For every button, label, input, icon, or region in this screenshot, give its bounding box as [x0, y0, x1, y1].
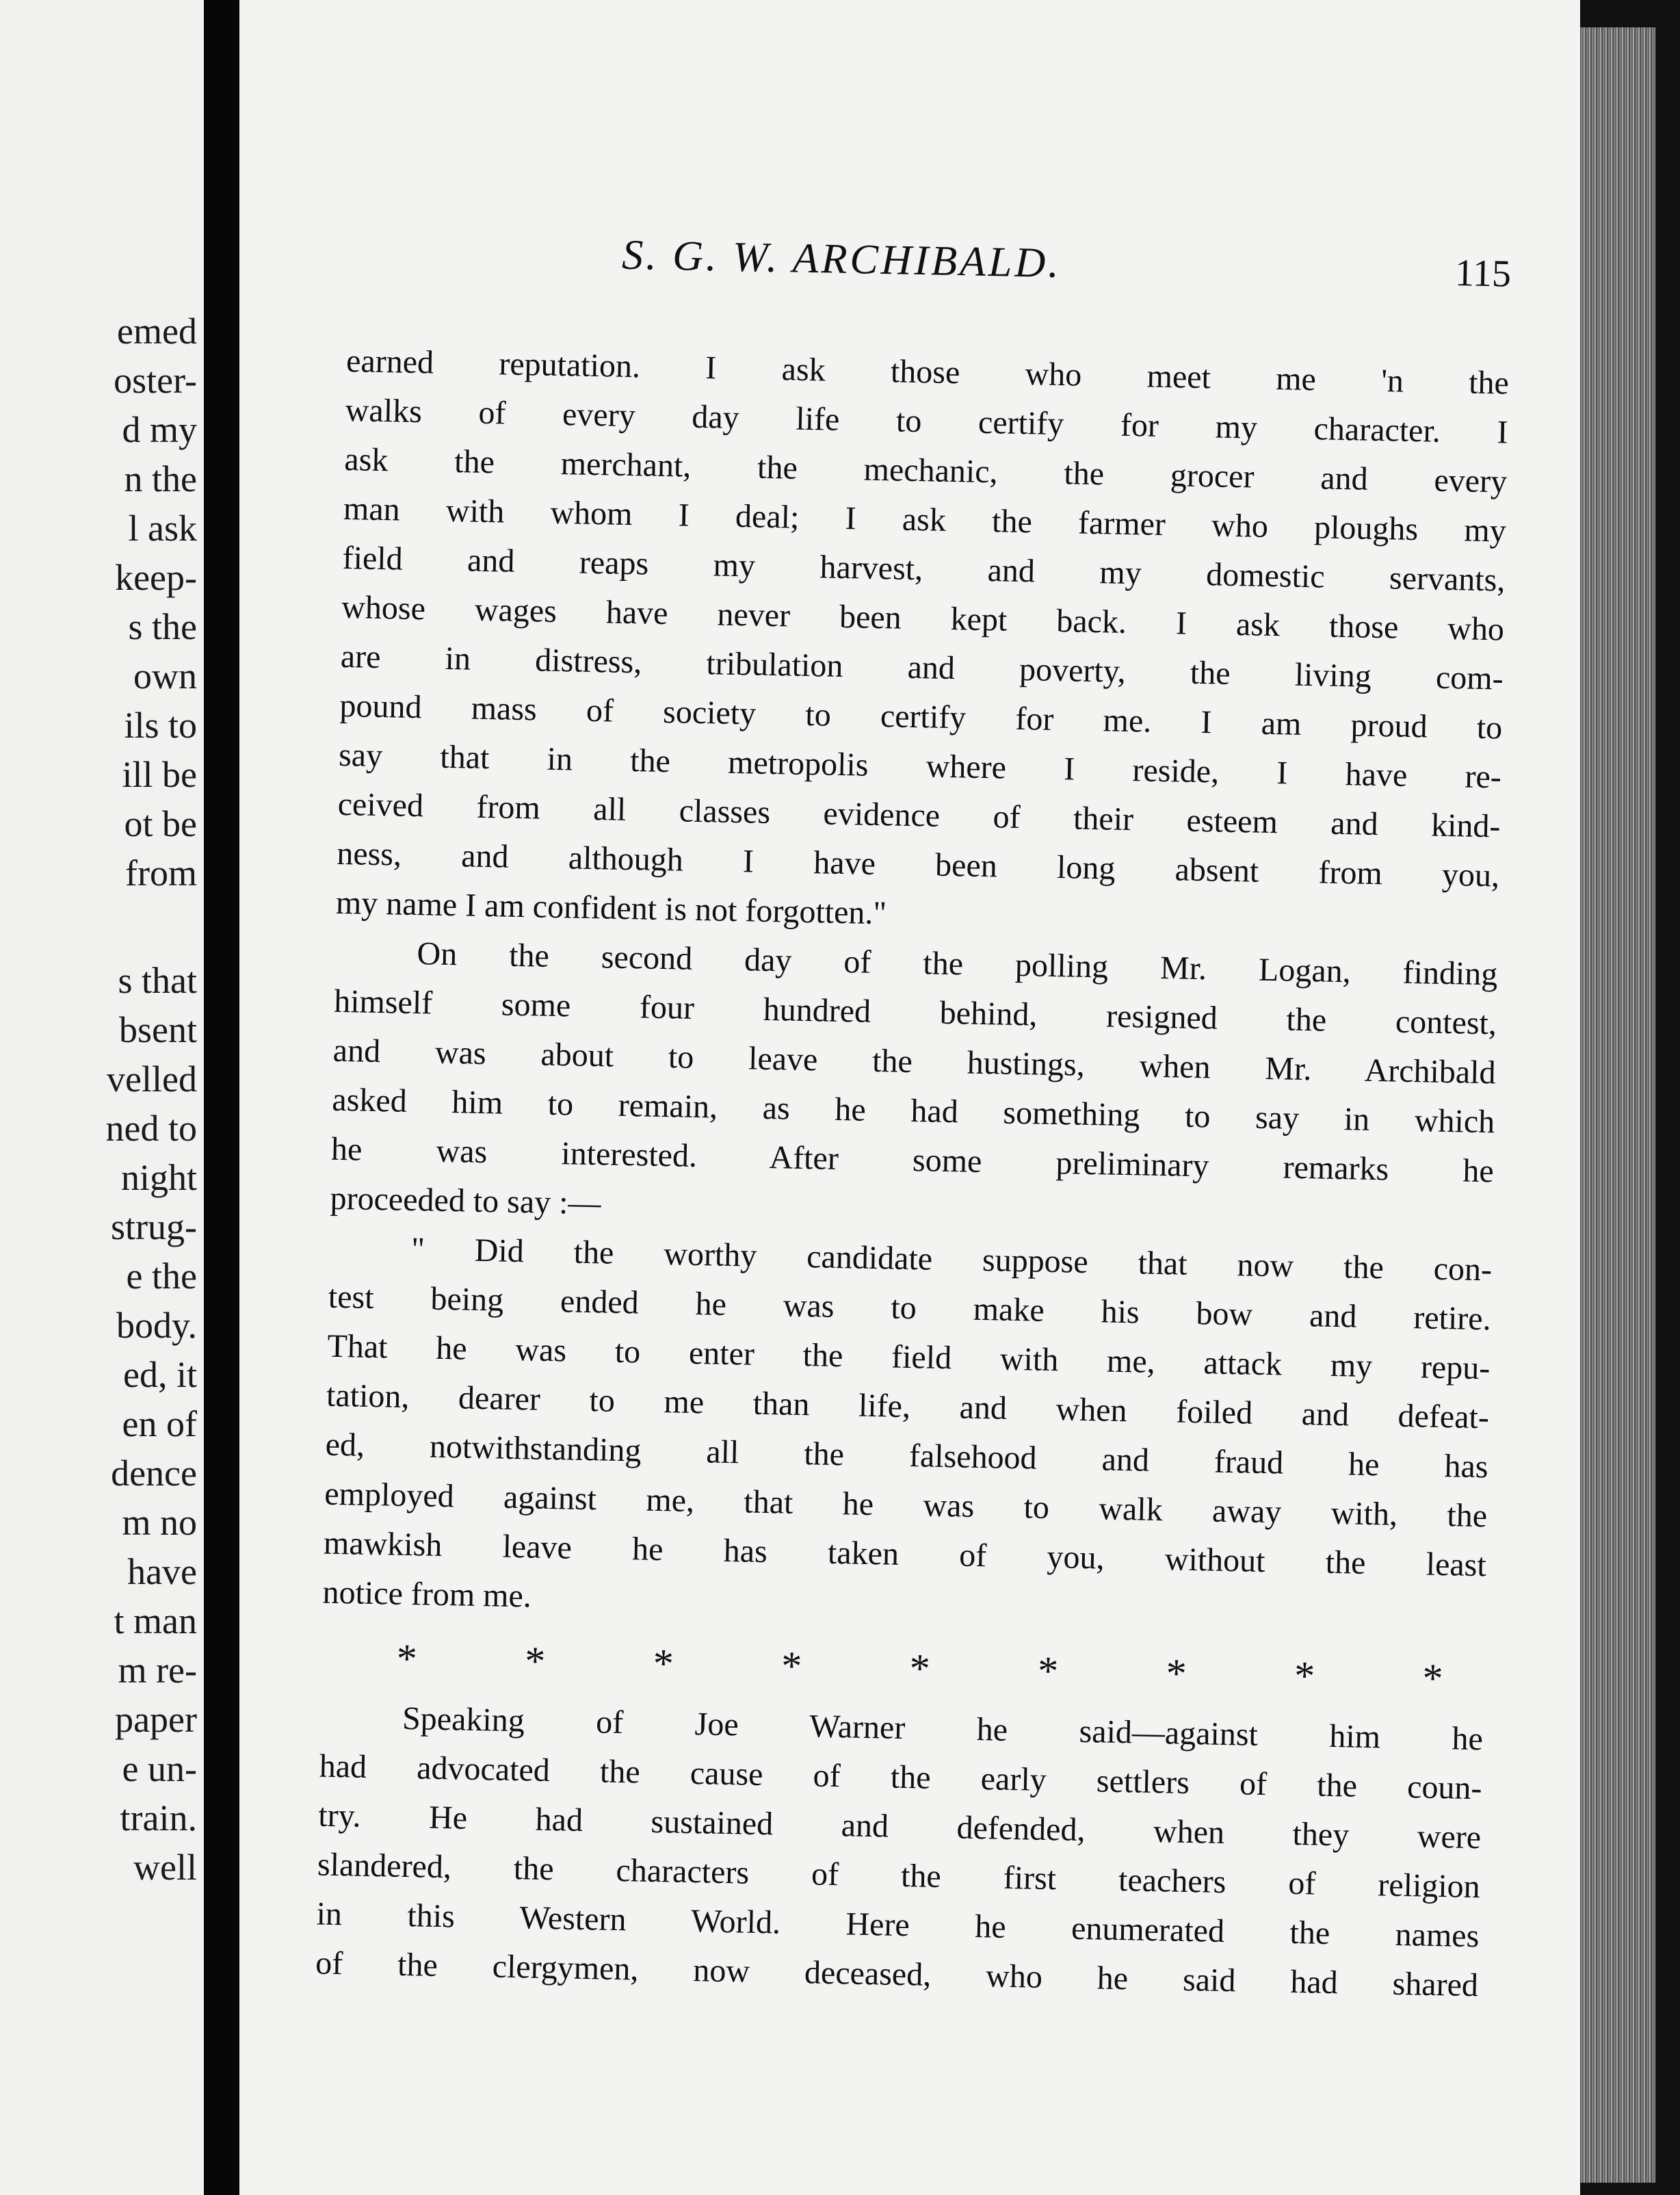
- left-facing-page: [0, 0, 204, 2195]
- text-line: tation, dearer to me than life, and when foiled and defeat-: [326, 1377, 1490, 1436]
- text-line: he was interested. After some preliminary remarks he: [330, 1130, 1495, 1190]
- text-line: are in distress, tribulation and poverty, the living com-: [340, 638, 1504, 697]
- left-fragment: oster-: [114, 360, 197, 401]
- page-text-block: [315, 226, 1512, 2010]
- left-fragment: emed: [117, 311, 197, 352]
- left-fragment: train.: [120, 1797, 197, 1839]
- text-line: " Did the worthy candidate suppose that now the con-: [410, 1231, 1493, 1288]
- left-fragment: body.: [116, 1305, 197, 1346]
- left-fragment: t man: [114, 1600, 197, 1641]
- left-fragment: ot be: [124, 803, 197, 844]
- left-fragment: night: [120, 1157, 197, 1198]
- asterisk: *: [1165, 1650, 1187, 1696]
- text-line: Speaking of Joe Warner he said—against him he: [402, 1700, 1484, 1758]
- text-line: try. He had sustained and defended, when they were: [317, 1797, 1482, 1856]
- text-line: ask the merchant, the mechanic, the grocer and every: [343, 441, 1508, 500]
- asterisk: *: [909, 1646, 931, 1691]
- left-fragment: d my: [122, 409, 197, 450]
- text-line: field and reaps my harvest, and my domestic servants,: [342, 539, 1506, 599]
- left-fragment: s that: [118, 960, 197, 1001]
- left-fragment: dence: [111, 1453, 197, 1494]
- left-fragment: velled: [107, 1058, 197, 1100]
- text-line: ness, and although I have been long absent from you,: [336, 835, 1500, 894]
- paragraph-speech: [322, 1223, 1493, 1640]
- text-line: asked him to remain, as he had something to say in which: [331, 1081, 1495, 1141]
- left-fragment: m re-: [118, 1650, 197, 1691]
- text-line: had advocated the cause of the early settlers of the coun-: [319, 1748, 1482, 1807]
- paragraph-gap: [106, 898, 197, 956]
- text-line: walks of every day life to certify for my character. I: [345, 391, 1509, 451]
- paragraph-joe-warner: [315, 1693, 1484, 2011]
- paragraph-quote-end: [335, 337, 1509, 950]
- left-fragment: own: [133, 655, 197, 697]
- left-fragment: have: [127, 1551, 197, 1592]
- asterisk: *: [780, 1643, 802, 1689]
- asterisk: *: [1294, 1652, 1315, 1699]
- text-line: my name I am confident is not forgotten.": [335, 884, 887, 932]
- left-fragment: e un-: [122, 1748, 197, 1789]
- left-fragment: well: [133, 1847, 197, 1888]
- asterisk: *: [396, 1635, 418, 1682]
- text-line: in this Western World. Here he enumerated the names: [316, 1895, 1480, 1955]
- text-line: mawkish leave he has taken of you, without the least: [323, 1524, 1487, 1584]
- left-fragment: from: [125, 853, 197, 894]
- left-page-text-fragments: [106, 307, 197, 1892]
- text-line: On the second day of the polling Mr. Logan, finding: [417, 935, 1498, 993]
- left-fragment: e the: [126, 1256, 197, 1297]
- asterisk: *: [1421, 1655, 1444, 1702]
- text-line: ed, notwithstanding all the falsehood and fraud he has: [325, 1426, 1488, 1485]
- text-line: test being ended he was to make his bow and retire.: [328, 1278, 1492, 1338]
- text-line: of the clergymen, now deceased, who he said had shared: [315, 1945, 1479, 2004]
- text-line: proceeded to say :—: [330, 1180, 602, 1222]
- left-fragment: keep-: [115, 557, 197, 598]
- text-line: man with whom I deal; I ask the farmer who ploughs my: [343, 490, 1507, 549]
- text-line: slandered, the characters of the first teachers of religion: [317, 1846, 1481, 1906]
- text-line: pound mass of society to certify for me. I am proud to: [339, 687, 1503, 746]
- text-line: employed against me, that he was to walk away with, the: [324, 1475, 1488, 1535]
- left-fragment: ils to: [124, 705, 197, 746]
- left-fragment: paper: [115, 1699, 197, 1740]
- left-fragment: s the: [128, 606, 197, 647]
- left-fragment: bsent: [119, 1009, 197, 1050]
- left-fragment: m no: [122, 1502, 197, 1543]
- running-title: S. G. W. ARCHIBALD.: [621, 231, 1062, 287]
- text-line: say that in the metropolis where I reside, I have re-: [338, 736, 1502, 796]
- left-fragment: en of: [122, 1403, 197, 1444]
- page-number: 115: [1454, 252, 1512, 296]
- paragraph-polling: [330, 928, 1498, 1246]
- text-line: himself some four hundred behind, resigned the contest,: [333, 983, 1497, 1042]
- left-fragment: ned to: [105, 1108, 197, 1149]
- running-header: [347, 226, 1512, 317]
- left-fragment: l ask: [128, 508, 197, 549]
- text-line: ceived from all classes evidence of their esteem and kind-: [337, 785, 1501, 845]
- left-fragment: n the: [124, 458, 197, 499]
- left-fragment: ed, it: [123, 1354, 197, 1395]
- text-line: earned reputation. I ask those who meet me 'n the: [345, 342, 1510, 402]
- right-page: [239, 0, 1580, 2195]
- text-line: notice from me.: [322, 1574, 532, 1615]
- left-fragment: ill be: [122, 754, 197, 795]
- asterisk: *: [653, 1640, 674, 1687]
- text-line: and was about to leave the hustings, when Mr. Archibald: [332, 1032, 1497, 1091]
- asterisk: *: [1037, 1648, 1059, 1694]
- book-gutter: [204, 0, 239, 2195]
- text-line: That he was to enter the field with me, attack my repu-: [327, 1327, 1491, 1387]
- left-fragment: strug-: [111, 1206, 197, 1247]
- text-line: whose wages have never been kept back. I ask those who: [341, 588, 1505, 648]
- asterisk: *: [524, 1638, 546, 1684]
